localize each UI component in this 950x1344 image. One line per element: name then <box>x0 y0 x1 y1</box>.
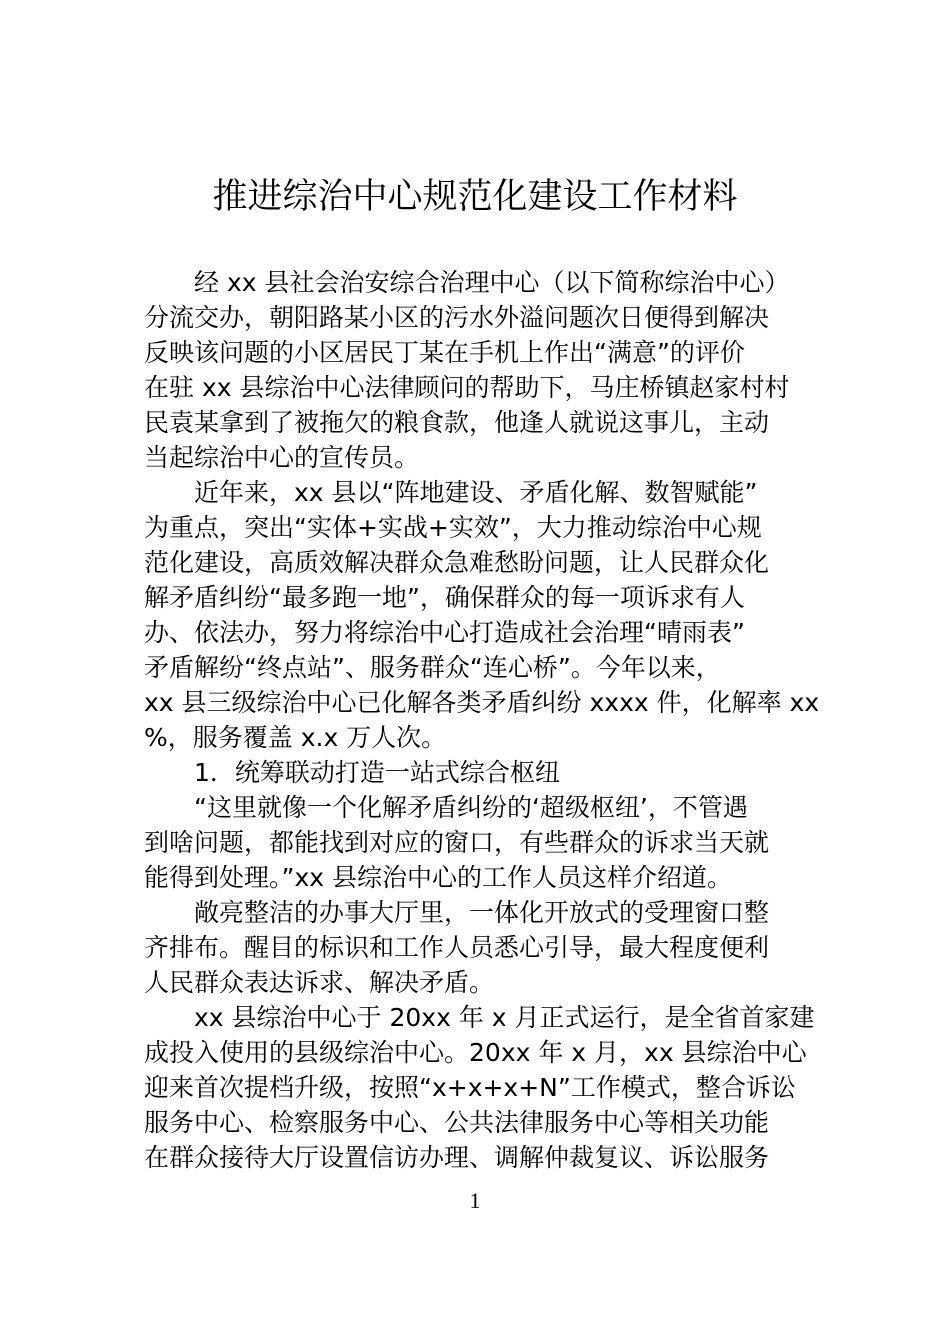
paragraph-line: 服务中心、检察服务中心、公共法律服务中心等相关功能 <box>144 1108 770 1137</box>
paragraph-line: 经 xx 县社会治安综合治理中心（以下简称综治中心） <box>194 268 790 297</box>
paragraph-line: 解矛盾纠纷“最多跑一地”，确保群众的每一项诉求有人 <box>144 583 745 612</box>
section-heading: 1．统筹联动打造一站式综合枢纽 <box>194 758 560 787</box>
paragraph-line: xx 县综治中心于 20xx 年 x 月正式运行，是全省首家建 <box>194 1003 815 1032</box>
paragraph-line: 在驻 xx 县综治中心法律顾问的帮助下，马庄桥镇赵家村村 <box>144 373 790 402</box>
paragraph-line: 当起综治中心的宣传员。 <box>144 443 420 472</box>
paragraph-line: “这里就像一个化解矛盾纠纷的‘超级枢纽’，不管遇 <box>194 793 748 822</box>
paragraph-line: xx 县三级综治中心已化解各类矛盾纠纷 xxxx 件，化解率 xx <box>144 688 820 717</box>
paragraph-line: 人民群众表达诉求、解决矛盾。 <box>144 968 495 997</box>
paragraph-line: 迎来首次提档升级，按照“x+x+x+N”工作模式，整合诉讼 <box>144 1073 796 1102</box>
paragraph-line: 在群众接待大厅设置信访办理、调解仲裁复议、诉讼服务 <box>144 1143 770 1172</box>
paragraph-line: 办、依法办，努力将综治中心打造成社会治理“晴雨表” <box>144 618 745 647</box>
paragraph-line: 民袁某拿到了被拖欠的粮食款，他逢人就说这事儿，主动 <box>144 408 770 437</box>
paragraph-line: 范化建设，高质效解决群众急难愁盼问题，让人民群众化 <box>144 548 770 577</box>
paragraph-line: 分流交办，朝阳路某小区的污水外溢问题次日便得到解决 <box>144 303 770 332</box>
paragraph-line: 反映该问题的小区居民丁某在手机上作出“满意”的评价 <box>144 338 745 367</box>
paragraph-line: 能得到处理。”xx 县综治中心的工作人员这样介绍道。 <box>144 863 732 892</box>
document-body <box>144 265 820 1175</box>
page-number: 1 <box>469 1188 481 1213</box>
paragraph-line: 到啥问题，都能找到对应的窗口，有些群众的诉求当天就 <box>144 828 770 857</box>
paragraph-line: 齐排布。醒目的标识和工作人员悉心引导，最大程度便利 <box>144 933 770 962</box>
paragraph-line: 近年来，xx 县以“阵地建设、矛盾化解、数智赋能” <box>194 478 758 507</box>
paragraph-line: 为重点，突出“实体+实战+实效”，大力推动综治中心规 <box>144 513 762 542</box>
document-title: 推进综治中心规范化建设工作材料 <box>212 177 738 217</box>
paragraph-line: %，服务覆盖 x.x 万人次。 <box>144 723 447 752</box>
paragraph-line: 矛盾解纷“终点站”、服务群众“连心桥”。今年以来， <box>144 653 721 682</box>
paragraph-line: 敞亮整洁的办事大厅里，一体化开放式的受理窗口整 <box>194 898 770 927</box>
paragraph-line: 成投入使用的县级综治中心。20xx 年 x 月，xx 县综治中心 <box>144 1038 807 1067</box>
